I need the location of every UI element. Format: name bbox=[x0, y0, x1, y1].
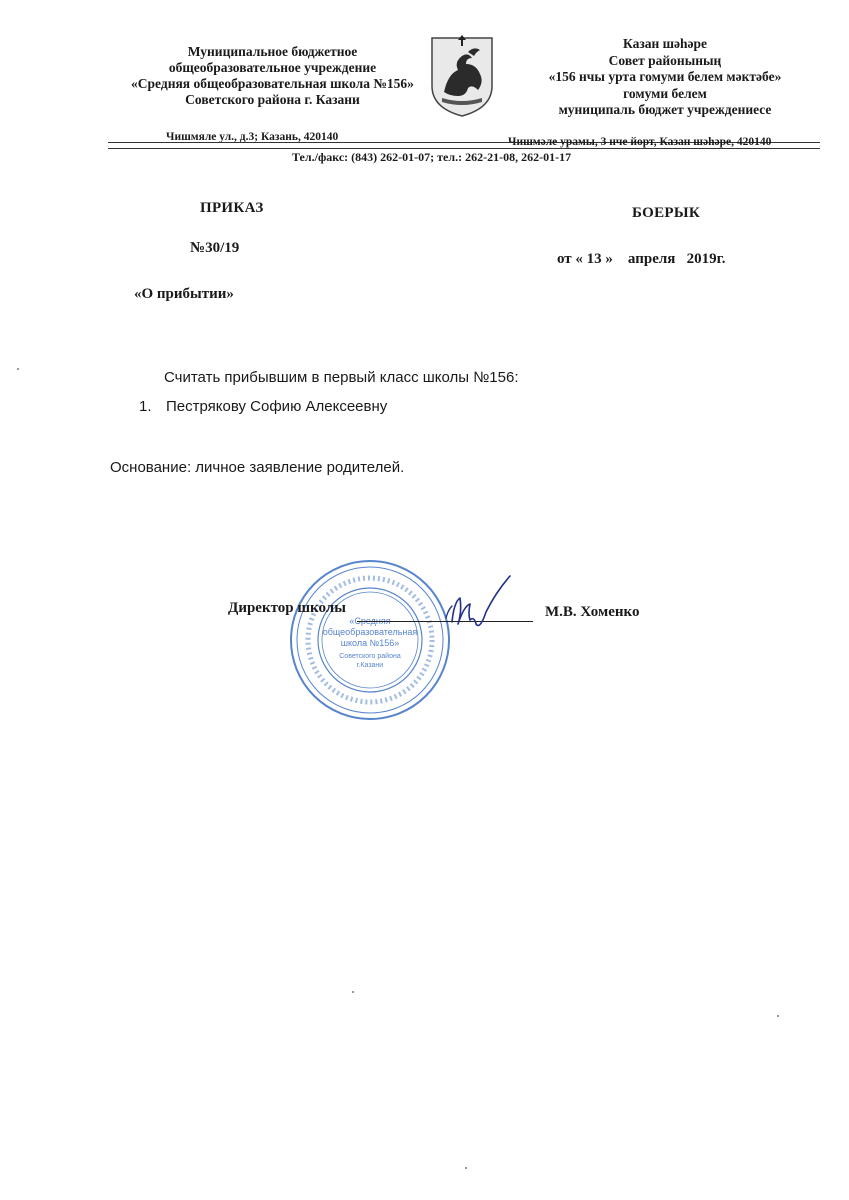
scan-speck bbox=[465, 1167, 467, 1169]
order-title-tt: БОЕРЫК bbox=[632, 205, 701, 221]
scan-speck bbox=[17, 368, 19, 370]
signatory-name: М.В. Хоменко bbox=[545, 604, 640, 620]
institution-line: «Средняя общеобразовательная школа №156» bbox=[131, 76, 414, 91]
institution-name-ru bbox=[130, 44, 415, 108]
list-item-number: 1. bbox=[139, 398, 152, 415]
institution-line: Советского района г. Казани bbox=[185, 92, 360, 107]
institution-line: Муниципальное бюджетное bbox=[187, 44, 358, 59]
stamp-text: общеобразовательная bbox=[322, 627, 418, 637]
header-divider bbox=[108, 148, 820, 149]
list-item bbox=[139, 398, 387, 415]
institution-line: муниципаль бюджет учреждениесе bbox=[558, 102, 772, 117]
stamp-text: Советского района bbox=[339, 653, 401, 660]
order-date: от « 13 » апреля 2019г. bbox=[557, 251, 726, 267]
kazan-coat-of-arms-icon bbox=[428, 34, 496, 118]
order-title-ru: ПРИКАЗ bbox=[200, 200, 264, 216]
institution-line: Совет районының bbox=[608, 52, 722, 68]
address-ru: Чишмяле ул., д.3; Казань, 420140 bbox=[166, 131, 339, 143]
list-item-text: Пестрякову Софию Алексеевну bbox=[166, 398, 388, 415]
school-stamp bbox=[288, 558, 452, 722]
order-subject: «О прибытии» bbox=[134, 286, 234, 302]
institution-line: «156 нчы урта гомуми белем мәктәбе» bbox=[548, 69, 782, 84]
order-number: №30/19 bbox=[190, 240, 240, 256]
scan-speck bbox=[352, 991, 354, 993]
stamp-text: г.Казани bbox=[356, 662, 384, 669]
stamp-text: школа №156» bbox=[340, 638, 400, 648]
contact-phones: Тел./факс: (843) 262-01-07; тел.: 262-21-08, 262-01-17 bbox=[292, 150, 572, 164]
institution-line: гомуми белем bbox=[623, 85, 707, 101]
handwritten-signature bbox=[440, 572, 520, 652]
institution-line: Казан шәһәре bbox=[622, 36, 708, 51]
order-intro: Считать прибывшим в первый класс школы №156: bbox=[164, 369, 519, 386]
institution-line: общеобразовательное учреждение bbox=[168, 60, 377, 75]
stamp-text: «Средняя bbox=[349, 616, 391, 626]
order-basis: Основание: личное заявление родителей. bbox=[110, 459, 405, 476]
scan-speck bbox=[777, 1015, 779, 1017]
institution-name-tt bbox=[515, 36, 815, 119]
signatory-role: Директор школы bbox=[228, 600, 346, 616]
address-tt: Чишмәле урамы, 3 нче йорт, Казан шәһәре, 420140 bbox=[508, 136, 772, 148]
